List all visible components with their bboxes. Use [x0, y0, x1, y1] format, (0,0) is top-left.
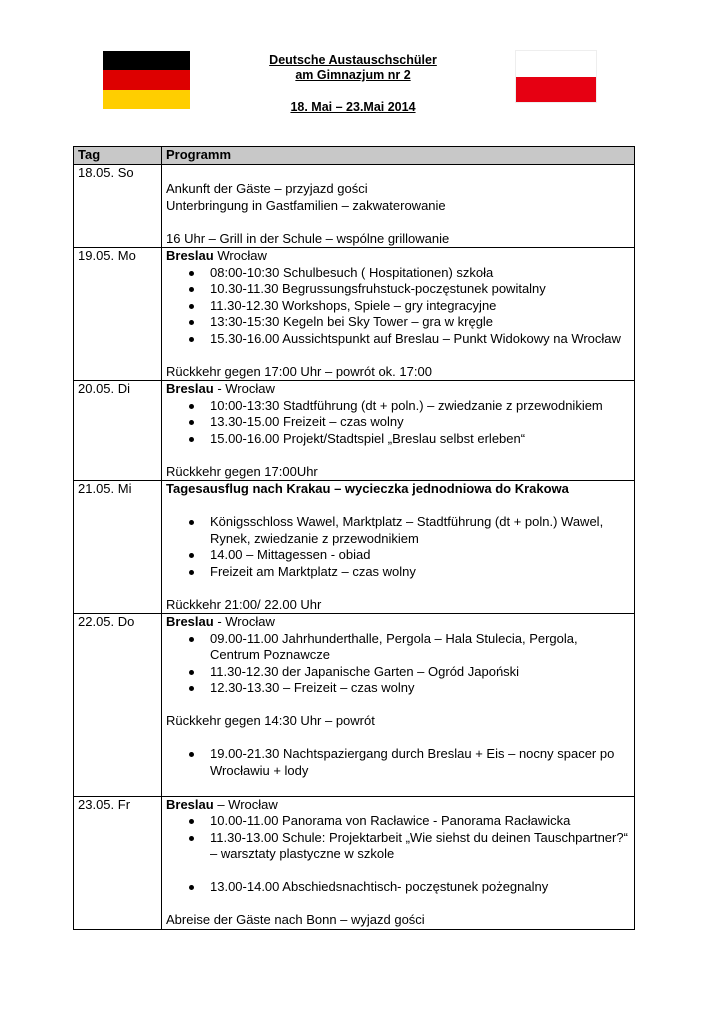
blank-line	[166, 498, 630, 515]
program-title: Breslau - Wrocław	[166, 614, 275, 629]
flag-stripe-red	[516, 77, 596, 103]
program-title: Breslau Wrocław	[166, 248, 267, 263]
program-title-bold: Tagesausflug nach Krakau – wycieczka jednodniowa do Krakowa	[166, 481, 569, 496]
day-cell: 19.05. Mo	[74, 248, 162, 381]
list-item: 10.30-11.30 Begrussungsfruhstuck-poczęstunek powitalny	[210, 281, 630, 298]
program-text: 16 Uhr – Grill in der Schule – wspólne grillowanie	[166, 230, 450, 246]
list-item: 09.00-11.00 Jahrhunderthalle, Pergola – Hala Stulecia, Pergola, Centrum Poznawcze	[210, 631, 630, 664]
blank-line	[166, 347, 630, 364]
blank-line	[166, 697, 630, 714]
day-cell: 18.05. So	[74, 164, 162, 248]
program-text: Rückkehr 21:00/ 22.00 Uhr	[166, 596, 322, 612]
table-header-row	[74, 147, 635, 165]
blank-line	[166, 165, 630, 182]
program-list	[166, 631, 630, 697]
list-item: Freizeit am Marktplatz – czas wolny	[210, 564, 630, 581]
table-row	[74, 481, 635, 614]
day-cell: 22.05. Do	[74, 614, 162, 797]
program-cell	[162, 248, 635, 381]
header-school: am Gimnazjum nr 2	[295, 68, 411, 82]
program-title: Breslau - Wrocław	[166, 381, 275, 396]
program-list	[166, 265, 630, 348]
program-cell	[162, 481, 635, 614]
day-cell: 21.05. Mi	[74, 481, 162, 614]
flag-stripe-black	[103, 51, 190, 70]
day-cell: 20.05. Di	[74, 381, 162, 481]
program-title-bold: Breslau	[166, 248, 214, 263]
program-list	[166, 746, 630, 779]
program-text: Unterbringung in Gastfamilien – zakwaterowanie	[166, 197, 446, 213]
list-item: 10.00-11.00 Panorama von Racławice - Panorama Racławicka	[210, 813, 630, 830]
list-item: 15.30-16.00 Aussichtspunkt auf Breslau – Punkt Widokowy na Wrocław	[210, 331, 630, 348]
blank-line	[166, 863, 630, 880]
table-row	[74, 614, 635, 797]
list-item: 19.00-21.30 Nachtspaziergang durch Breslau + Eis – nocny spacer po Wrocławiu + lody	[210, 746, 630, 779]
list-item: 12.30-13.30 – Freizeit – czas wolny	[210, 680, 630, 697]
list-item: Königsschloss Wawel, Marktplatz – Stadtführung (dt + poln.) Wawel, Rynek, zwiedzanie z przewodnikiem	[210, 514, 630, 547]
table-row	[74, 796, 635, 929]
program-text: Ankunft der Gäste – przyjazd gości	[166, 181, 368, 196]
program-list	[166, 514, 630, 580]
program-title: Breslau – Wrocław	[166, 796, 278, 812]
flag-stripe-gold	[103, 90, 190, 109]
list-item: 10:00-13:30 Stadtführung (dt + poln.) – zwiedzanie z przewodnikiem	[210, 398, 630, 415]
program-cell	[162, 614, 635, 797]
list-item: 08:00-10:30 Schulbesuch ( Hospitationen) szkoła	[210, 265, 630, 282]
program-cell	[162, 164, 635, 248]
table-row	[74, 381, 635, 481]
program-text: Abreise der Gäste nach Bonn – wyjazd gości	[166, 912, 425, 927]
list-item: 15.00-16.00 Projekt/Stadtspiel „Breslau selbst erleben“	[210, 431, 630, 448]
list-item: 14.00 – Mittagessen - obiad	[210, 547, 630, 564]
germany-flag	[103, 51, 190, 109]
program-cell	[162, 381, 635, 481]
list-item: 11.30-12.30 Workshops, Spiele – gry integracyjne	[210, 298, 630, 315]
program-list	[166, 813, 630, 863]
program-text: Rückkehr gegen 17:00Uhr	[166, 463, 318, 479]
blank-line	[166, 896, 630, 913]
schedule-table	[73, 146, 635, 930]
list-item: 13:30-15:30 Kegeln bei Sky Tower – gra w kręgle	[210, 314, 630, 331]
program-list	[166, 879, 630, 896]
flag-stripe-red	[103, 70, 190, 89]
program-title-bold: Breslau	[166, 614, 214, 629]
program-title	[166, 481, 630, 498]
blank-line	[166, 214, 630, 231]
program-text: Rückkehr gegen 17:00 Uhr – powrót ok. 17:00	[166, 363, 432, 379]
day-cell: 23.05. Fr	[74, 796, 162, 929]
list-item: 13.30-15.00 Freizeit – czas wolny	[210, 414, 630, 431]
flag-stripe-white	[516, 51, 596, 77]
list-item: 11.30-12.30 der Japanische Garten – Ogród Japoński	[210, 664, 630, 681]
table-row	[74, 164, 635, 248]
program-text: Rückkehr gegen 14:30 Uhr – powrót	[166, 713, 375, 728]
poland-flag	[516, 51, 596, 102]
list-item: 13.00-14.00 Abschiedsnachtisch- poczęstunek pożegnalny	[210, 879, 630, 896]
list-item: 11.30-13.00 Schule: Projektarbeit „Wie siehst du deinen Tauschpartner?“ – warsztaty plastyczne w szkole	[210, 830, 630, 863]
column-header-day: Tag	[74, 147, 162, 165]
table-row	[74, 248, 635, 381]
program-title-bold: Breslau	[166, 796, 214, 812]
program-title-bold: Breslau	[166, 381, 214, 396]
blank-line	[166, 447, 630, 464]
header-dates: 18. Mai – 23.Mai 2014	[290, 100, 416, 114]
program-list	[166, 398, 630, 448]
column-header-program: Programm	[162, 147, 635, 165]
program-cell	[162, 796, 635, 929]
blank-line	[166, 730, 630, 747]
header-title: Deutsche Austauschschüler	[269, 53, 437, 67]
blank-line	[166, 580, 630, 597]
document-header	[200, 53, 506, 115]
blank-line	[166, 779, 630, 796]
